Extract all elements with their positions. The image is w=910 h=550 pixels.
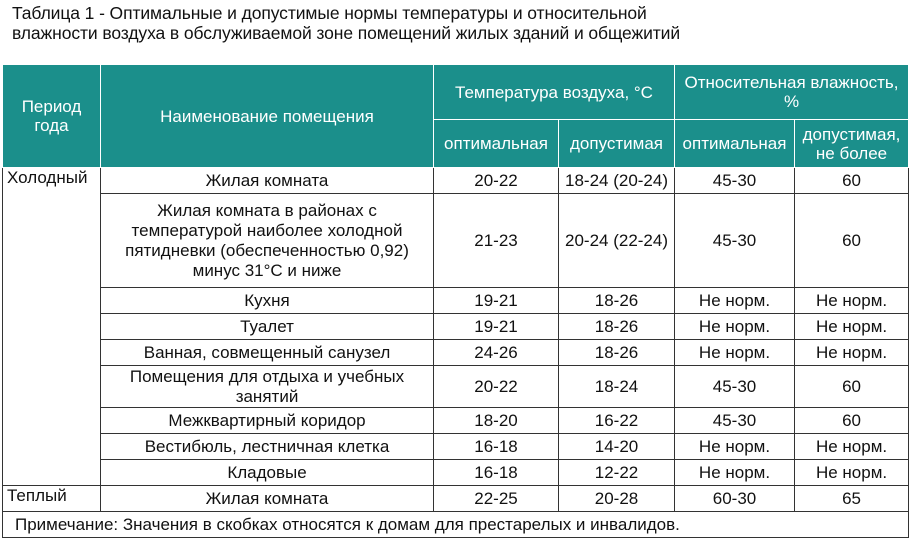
table-row [3, 460, 909, 486]
table-row [3, 288, 909, 314]
temp-allowed: 12-22 [559, 460, 675, 486]
temp-optimal: 24-26 [434, 340, 559, 366]
humidity-allowed: Не норм. [795, 460, 909, 486]
temp-allowed: 20-24 (22-24) [559, 194, 675, 288]
humidity-allowed: 60 [795, 366, 909, 408]
norms-table [2, 64, 909, 538]
humidity-optimal: Не норм. [675, 434, 795, 460]
temp-allowed: 16-22 [559, 408, 675, 434]
humidity-allowed: Не норм. [795, 340, 909, 366]
temp-allowed: 20-28 [559, 486, 675, 512]
header-temperature: Температура воздуха, °С [434, 65, 675, 120]
table-note: Примечание: Значения в скобках относятся к домам для престарелых и инвалидов. [3, 512, 909, 538]
temp-optimal: 22-25 [434, 486, 559, 512]
room-name: Жилая комната [101, 486, 434, 512]
period-warm: Теплый [3, 486, 101, 512]
table-title-line-1: Таблица 1 - Оптимальные и допустимые нормы температуры и относительной [12, 3, 647, 23]
temp-optimal: 18-20 [434, 408, 559, 434]
humidity-optimal: Не норм. [675, 340, 795, 366]
temp-optimal: 19-21 [434, 314, 559, 340]
temp-optimal: 21-23 [434, 194, 559, 288]
room-name: Жилая комната в районах с температурой наиболее холодной пятидневки (обеспеченностью 0,92) минус 31°С и ниже [101, 194, 434, 288]
table-row [3, 314, 909, 340]
humidity-optimal: 45-30 [675, 366, 795, 408]
temp-optimal: 20-22 [434, 366, 559, 408]
room-name: Кладовые [101, 460, 434, 486]
room-name: Межквартирный коридор [101, 408, 434, 434]
room-name: Жилая комната [101, 168, 434, 194]
temp-optimal: 20-22 [434, 168, 559, 194]
table-row [3, 168, 909, 194]
humidity-allowed: 60 [795, 408, 909, 434]
temp-allowed: 18-26 [559, 288, 675, 314]
period-cold: Холодный [3, 168, 101, 486]
table-row [3, 486, 909, 512]
temp-allowed: 18-26 [559, 340, 675, 366]
header-humidity: Относительная влажность, % [675, 65, 909, 120]
humidity-optimal: 45-30 [675, 168, 795, 194]
note-row [3, 512, 909, 538]
humidity-allowed: 65 [795, 486, 909, 512]
table-row [3, 194, 909, 288]
temp-allowed: 18-26 [559, 314, 675, 340]
table-row [3, 434, 909, 460]
header-humidity-optimal: оптимальная [675, 120, 795, 168]
room-name: Ванная, совмещенный санузел [101, 340, 434, 366]
table-row [3, 340, 909, 366]
table-title-line-2: влажности воздуха в обслуживаемой зоне помещений жилых зданий и общежитий [12, 23, 681, 43]
table-row [3, 408, 909, 434]
room-name: Помещения для отдыха и учебных занятий [101, 366, 434, 408]
humidity-allowed: 60 [795, 194, 909, 288]
temp-allowed: 18-24 (20-24) [559, 168, 675, 194]
humidity-optimal: Не норм. [675, 288, 795, 314]
humidity-optimal: 45-30 [675, 194, 795, 288]
temp-allowed: 18-24 [559, 366, 675, 408]
temp-optimal: 16-18 [434, 434, 559, 460]
header-period: Период года [3, 65, 101, 168]
header-humidity-allowed: допустимая, не более [795, 120, 909, 168]
header-room: Наименование помещения [101, 65, 434, 168]
temp-allowed: 14-20 [559, 434, 675, 460]
room-name: Кухня [101, 288, 434, 314]
humidity-allowed: Не норм. [795, 288, 909, 314]
humidity-optimal: Не норм. [675, 460, 795, 486]
table-row [3, 366, 909, 408]
humidity-optimal: 60-30 [675, 486, 795, 512]
room-name: Вестибюль, лестничная клетка [101, 434, 434, 460]
humidity-allowed: Не норм. [795, 314, 909, 340]
header-temp-optimal: оптимальная [434, 120, 559, 168]
table-title [12, 3, 902, 43]
humidity-allowed: 60 [795, 168, 909, 194]
header-temp-allowed: допустимая [559, 120, 675, 168]
humidity-optimal: 45-30 [675, 408, 795, 434]
temp-optimal: 19-21 [434, 288, 559, 314]
room-name: Туалет [101, 314, 434, 340]
humidity-allowed: Не норм. [795, 434, 909, 460]
humidity-optimal: Не норм. [675, 314, 795, 340]
temp-optimal: 16-18 [434, 460, 559, 486]
